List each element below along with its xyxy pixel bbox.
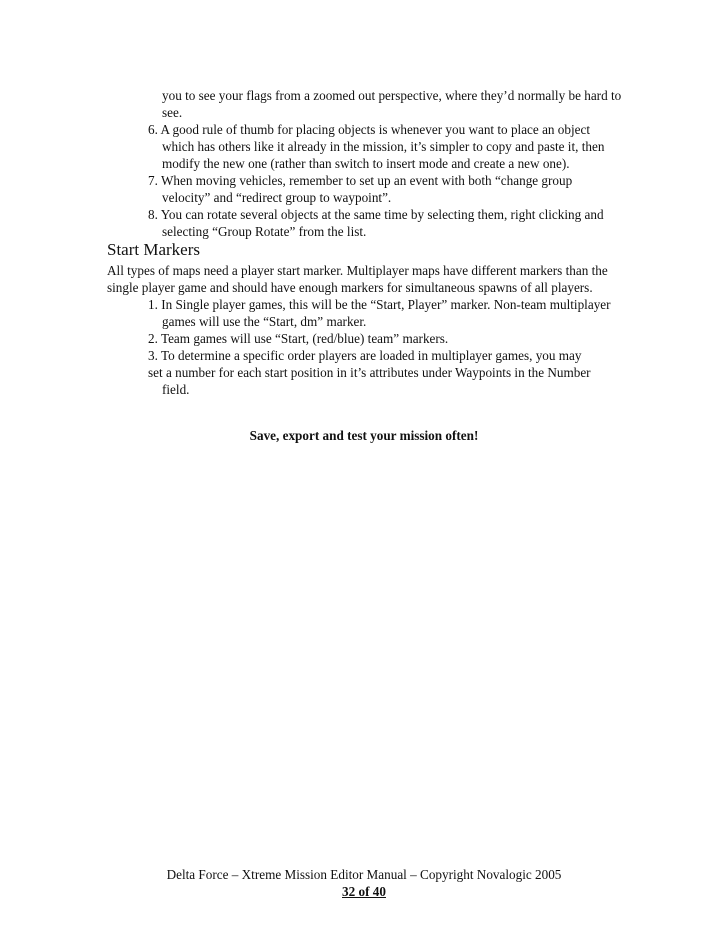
text-line: see. [162, 105, 183, 120]
text-line: 1. In Single player games, this will be the “Start, Player” marker. Non-team multiplayer [148, 297, 611, 312]
page-footer: Delta Force – Xtreme Mission Editor Manual – Copyright Novalogic 2005 [166, 867, 562, 882]
text-line: field. [162, 382, 190, 397]
text-line: 6. A good rule of thumb for placing objects is whenever you want to place an object [148, 122, 591, 137]
text-line: 8. You can rotate several objects at the same time by selecting them, right clicking and [148, 207, 604, 222]
text-line: you to see your flags from a zoomed out perspective, where they’d normally be hard to [162, 88, 622, 103]
text-line: which has others like it already in the mission, it’s simpler to copy and paste it, then [162, 139, 605, 154]
section-heading: Start Markers [107, 240, 201, 259]
text-line: 2. Team games will use “Start, (red/blue) team” markers. [148, 331, 449, 346]
text-line: velocity” and “redirect group to waypoint”. [162, 190, 392, 205]
page-number: 32 of 40 [342, 884, 386, 899]
text-line: set a number for each start position in it’s attributes under Waypoints in the Number [148, 365, 591, 380]
text-line: modify the new one (rather than switch to insert mode and create a new one). [162, 156, 570, 171]
text-line: 7. When moving vehicles, remember to set up an event with both “change group [148, 173, 573, 188]
text-line: single player game and should have enough markers for simultaneous spawns of all players. [107, 280, 593, 295]
text-line: games will use the “Start, dm” marker. [162, 314, 367, 329]
text-line: selecting “Group Rotate” from the list. [162, 224, 367, 239]
text-line: 3. To determine a specific order players are loaded in multiplayer games, you may [148, 348, 582, 363]
callout-text: Save, export and test your mission often! [249, 428, 479, 443]
text-line: All types of maps need a player start marker. Multiplayer maps have different markers than the [107, 263, 608, 278]
